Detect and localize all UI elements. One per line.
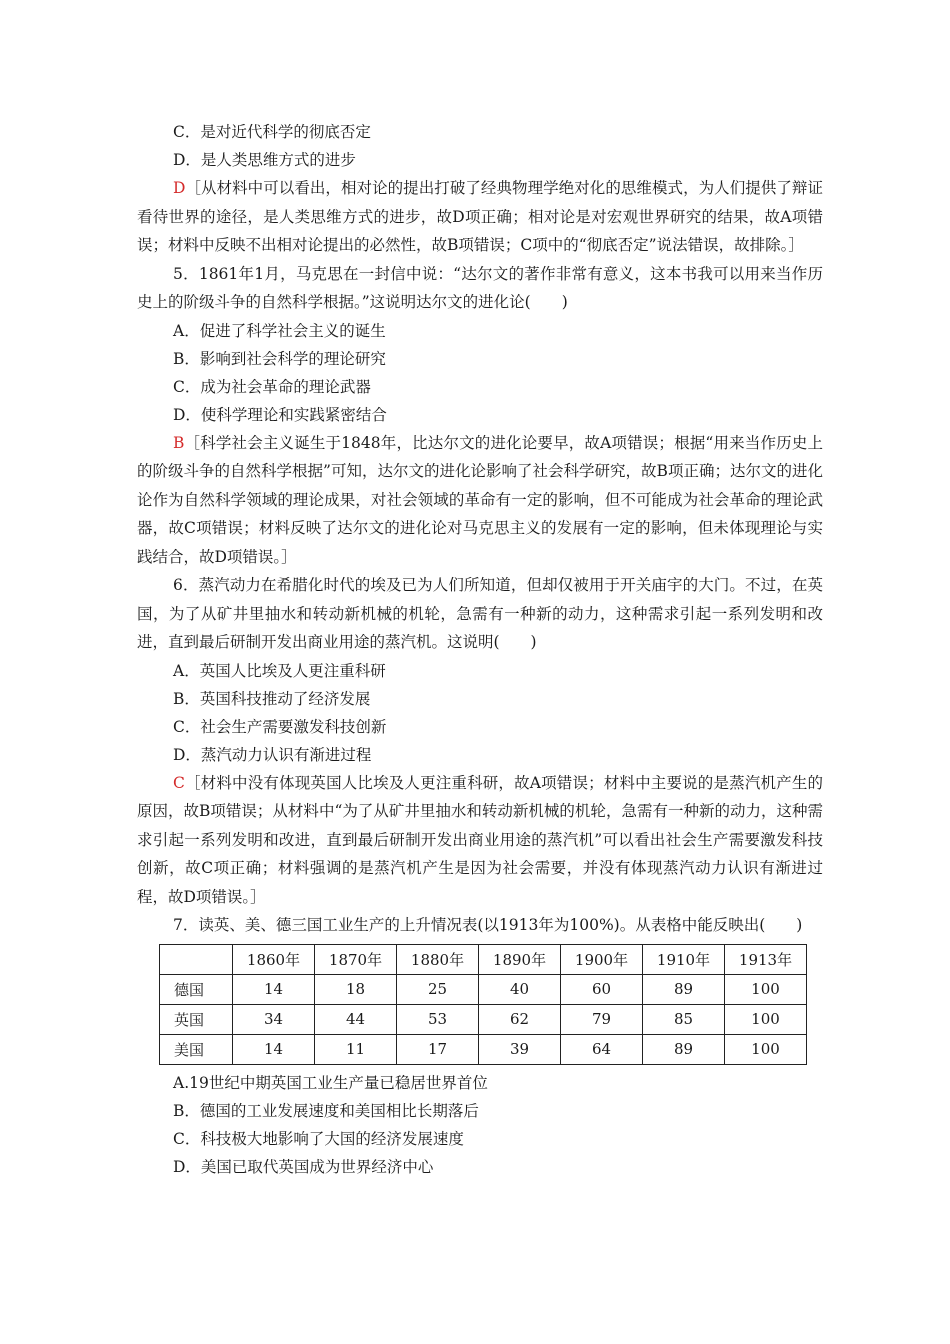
q7-option-a: A.19世纪中期英国工业生产量已稳居世界首位 (173, 1073, 488, 1092)
table-header-cell: 1910年 (643, 944, 725, 974)
q6-explanation: ［材料中没有体现英国人比埃及人更注重科研，故A项错误；材料中主要说的是蒸汽机产生的原因，故B项错误；从材料中“为了从矿井里抽水和转动新机械的机轮，急需有一种新的动力，这种需求引起一系列发明和改进，直到最后研制开发出商业用途的蒸汽机”可以看出社会生产需要激发科技创新，故C项正确；材料强调的是蒸汽机产生是因为社会需要，并没有体现蒸汽动力认识有渐进过程，故D项错误。］ (137, 773, 823, 906)
q7-stem: 7．读英、美、德三国工业生产的上升情况表(以1913年为100%)。从表格中能反映出( ) (173, 916, 803, 934)
table-cell: 100 (725, 1034, 807, 1064)
table-header-cell: 1900年 (561, 944, 643, 974)
table-row-label: 英国 (160, 1004, 233, 1034)
q4-option-d: D．是人类思维方式的进步 (173, 151, 356, 169)
q6-option-c: C．社会生产需要激发科技创新 (173, 717, 387, 736)
table-cell: 14 (233, 1034, 315, 1064)
table-cell: 62 (479, 1004, 561, 1034)
table-row (160, 1034, 807, 1064)
table-cell: 40 (479, 974, 561, 1004)
table-header-cell: 1913年 (725, 944, 807, 974)
table-cell: 17 (397, 1034, 479, 1064)
table-header-row (160, 944, 807, 974)
table-cell: 18 (315, 974, 397, 1004)
q4-answer-letter: D (173, 179, 186, 197)
table-header-cell: 1870年 (315, 944, 397, 974)
q5-answer-letter: B (173, 433, 185, 452)
q6-answer (137, 769, 823, 912)
q7-option-b: B．德国的工业发展速度和美国相比长期落后 (173, 1101, 479, 1120)
table-header-cell: 1890年 (479, 944, 561, 974)
table-cell: 53 (397, 1004, 479, 1034)
table-cell: 14 (233, 974, 315, 1004)
q6-option-a: A．英国人比埃及人更注重科研 (173, 661, 386, 680)
q6-stem: 6．蒸汽动力在希腊化时代的埃及已为人们所知道，但却仅被用于开关庙宇的大门。不过，在英国，为了从矿井里抽水和转动新机械的机轮，急需有一种新的动力，这种需求引起一系列发明和改进，直到最后研制开发出商业用途的蒸汽机。这说明( ) (137, 576, 823, 651)
q5-option-a: A．促进了科学社会主义的诞生 (173, 321, 386, 340)
q6-option-d: D．蒸汽动力认识有渐进过程 (173, 745, 372, 764)
q7-option-d: D．美国已取代英国成为世界经济中心 (173, 1157, 434, 1176)
document-page (137, 118, 823, 1181)
table-row-label: 德国 (160, 974, 233, 1004)
q6-option-b: B．英国科技推动了经济发展 (173, 689, 371, 708)
q4-answer (137, 174, 823, 260)
table-cell: 44 (315, 1004, 397, 1034)
table-row (160, 1004, 807, 1034)
table-row-label: 美国 (160, 1034, 233, 1064)
table-cell: 79 (561, 1004, 643, 1034)
q5-option-d: D．使科学理论和实践紧密结合 (173, 405, 387, 424)
q4-option-c: C．是对近代科学的彻底否定 (173, 123, 371, 141)
industry-table (159, 944, 807, 1065)
table-cell: 89 (643, 974, 725, 1004)
table-header-cell: 1880年 (397, 944, 479, 974)
table-row (160, 974, 807, 1004)
table-cell: 89 (643, 1034, 725, 1064)
table-header-cell: 1860年 (233, 944, 315, 974)
table-cell: 100 (725, 974, 807, 1004)
table-cell: 85 (643, 1004, 725, 1034)
table-cell: 11 (315, 1034, 397, 1064)
q5-option-b: B．影响到社会科学的理论研究 (173, 349, 386, 368)
q5-option-c: C．成为社会革命的理论武器 (173, 377, 371, 396)
table-cell: 100 (725, 1004, 807, 1034)
table-corner-cell (160, 944, 233, 974)
q5-answer (137, 429, 823, 572)
q7-option-c: C．科技极大地影响了大国的经济发展速度 (173, 1129, 464, 1148)
q6-answer-letter: C (173, 773, 185, 792)
table-cell: 60 (561, 974, 643, 1004)
q4-explanation: ［从材料中可以看出，相对论的提出打破了经典物理学绝对化的思维模式，为人们提供了辩证看待世界的途径，是人类思维方式的进步，故D项正确；相对论是对宏观世界研究的结果，故A项错误；材料中反映不出相对论提出的必然性，故B项错误；C项中的“彻底否定”说法错误，故排除。］ (137, 179, 823, 254)
table-cell: 34 (233, 1004, 315, 1034)
q5-stem: 5．1861年1月，马克思在一封信中说：“达尔文的著作非常有意义，这本书我可以用来当作历史上的阶级斗争的自然科学根据。”这说明达尔文的进化论( ) (137, 264, 823, 311)
table-cell: 39 (479, 1034, 561, 1064)
q5-explanation: ［科学社会主义诞生于1848年，比达尔文的进化论要早，故A项错误；根据“用来当作历史上的阶级斗争的自然科学根据”可知，达尔文的进化论影响了社会科学研究，故B项正确；达尔文的进化论作为自然科学领域的理论成果，对社会领域的革命有一定的影响，但不可能成为社会革命的理论武器，故C项错误；材料反映了达尔文的进化论对马克思主义的发展有一定的影响，但未体现理论与实践结合，故D项错误。］ (137, 433, 823, 566)
table-cell: 25 (397, 974, 479, 1004)
table-cell: 64 (561, 1034, 643, 1064)
